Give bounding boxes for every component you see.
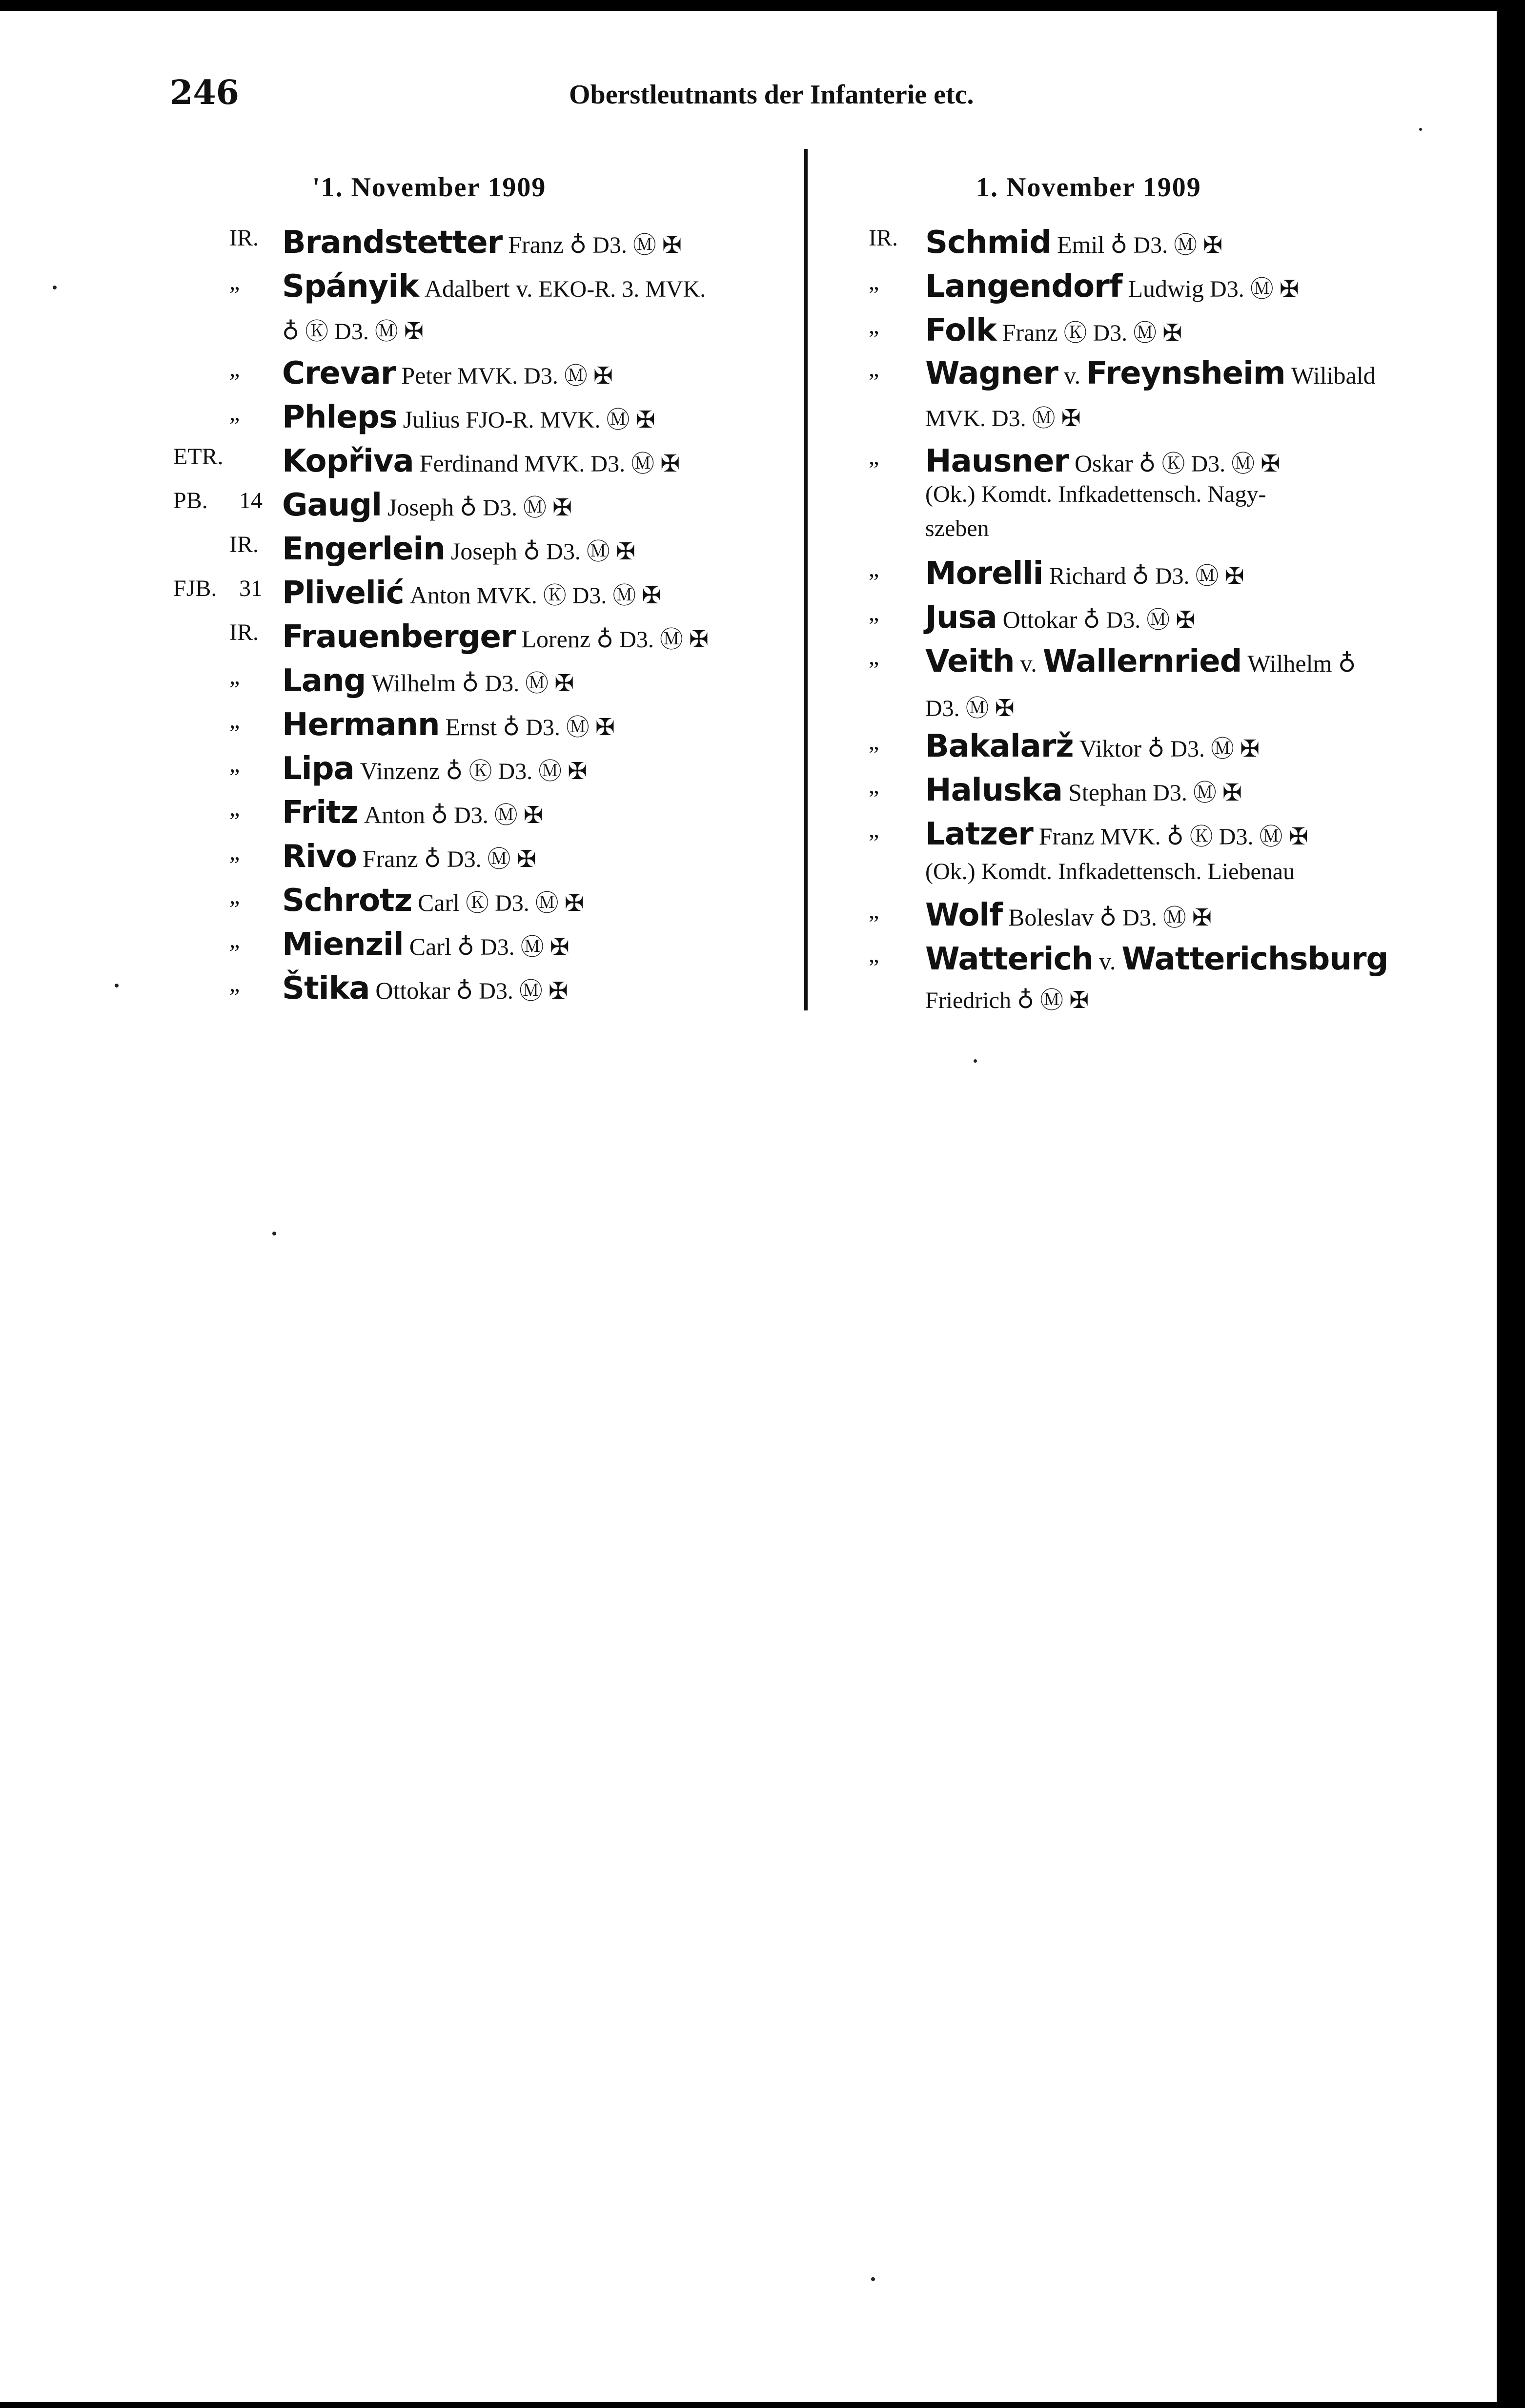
first-name: Franz: [362, 845, 418, 872]
unit-abbrev: IR.: [869, 225, 898, 251]
surname: Frauenberger: [282, 619, 516, 655]
section-title-left: '1. November 1909: [312, 172, 547, 203]
unit-abbrev: „: [229, 400, 240, 426]
surname: Kopřiva: [282, 443, 414, 479]
decorations: ♁ D3. Ⓜ ✠: [1099, 905, 1212, 931]
entry: [925, 816, 1308, 852]
first-name: Franz: [508, 231, 564, 258]
entry: [282, 531, 635, 567]
decorations: ♁ D3. Ⓜ ✠: [462, 671, 574, 697]
first-name: Joseph: [450, 537, 518, 565]
surname: Crevar: [282, 355, 396, 391]
continuation-line: szeben: [925, 515, 989, 541]
unit-abbrev: „: [229, 795, 240, 821]
entry: [282, 795, 543, 831]
column-divider: [804, 149, 808, 1010]
page-number: 246: [170, 73, 239, 112]
surname: Schrotz: [282, 883, 412, 919]
scan-speck: [53, 286, 57, 289]
entry: [282, 663, 574, 699]
decorations: MVK. D3. Ⓜ ✠: [457, 363, 613, 389]
surname: Schmid: [925, 225, 1052, 261]
unit-abbrev: ETR.: [173, 444, 224, 470]
decorations: ♁ D3. Ⓜ ✠: [1083, 607, 1196, 633]
unit-abbrev: „: [869, 942, 879, 967]
first-name: Franz: [1002, 319, 1058, 346]
decorations: MVK. D3. Ⓜ ✠: [524, 451, 680, 477]
surname: Lang: [282, 663, 366, 699]
running-title: Oberstleutnants der Infanterie etc.: [569, 80, 974, 110]
scan-edge-bottom: [0, 2402, 1525, 2408]
surname: Lipa: [282, 751, 354, 787]
surname: Haluska: [925, 772, 1063, 808]
first-name: Emil: [1057, 231, 1105, 258]
first-name: Wilhelm: [371, 669, 456, 697]
unit-abbrev: „: [869, 773, 879, 799]
entry: [925, 312, 1182, 349]
entry: [925, 941, 1388, 977]
entry: [925, 772, 1242, 808]
entry: [282, 839, 536, 875]
first-name: Oskar: [1074, 450, 1133, 477]
unit-abbrev: PB.: [173, 488, 208, 514]
surname-part: Wallernried: [1042, 643, 1242, 679]
entry: [282, 399, 655, 435]
first-name: Carl: [417, 889, 460, 916]
surname: Štika: [282, 970, 370, 1007]
unit-abbrev: „: [869, 313, 879, 339]
unit-abbrev: „: [869, 356, 879, 382]
surname: Phleps: [282, 399, 397, 435]
unit-abbrev: „: [869, 600, 879, 626]
entry: [282, 619, 709, 655]
section-title-right: 1. November 1909: [976, 172, 1201, 203]
unit-abbrev: „: [869, 644, 879, 670]
surname: Wolf: [925, 897, 1003, 933]
first-name: Adalbert v.: [424, 275, 533, 302]
first-name: Ottokar: [375, 977, 450, 1004]
surname: Rivo: [282, 839, 357, 875]
decorations: ♁ D3. Ⓜ ✠: [503, 715, 615, 741]
unit-abbrev: „: [229, 971, 240, 997]
entry: [282, 707, 615, 743]
entry: [282, 355, 613, 391]
first-name: Boleslav: [1008, 904, 1094, 931]
first-name: Ottokar: [1002, 606, 1078, 633]
unit-abbrev: „: [229, 269, 240, 295]
first-name: Ernst: [445, 713, 497, 741]
entry: [925, 225, 1222, 261]
scan-speck: [115, 984, 119, 988]
decorations: ♁ D3. Ⓜ ✠: [569, 232, 682, 258]
entry: [925, 643, 1356, 679]
entry: [282, 970, 568, 1007]
continuation-line: (Ok.) Komdt. Infkadettensch. Nagy-: [925, 481, 1266, 507]
continuation-line: (Ok.) Komdt. Infkadettensch. Liebenau: [925, 859, 1295, 885]
first-name: Stephan: [1068, 779, 1147, 806]
decorations: ♁ D3. Ⓜ ✠: [1147, 736, 1260, 762]
unit-abbrev: IR.: [229, 225, 259, 251]
unit-abbrev: „: [869, 269, 879, 295]
surname: Plivelić: [282, 575, 404, 611]
first-name: Joseph: [387, 494, 454, 521]
entry: [282, 751, 587, 787]
first-name: Lorenz: [521, 625, 591, 653]
unit-abbrev: „: [869, 729, 879, 755]
decorations: MVK. ♁ Ⓚ D3. Ⓜ ✠: [1100, 824, 1308, 850]
decorations: ♁ D3. Ⓜ ✠: [430, 803, 544, 828]
surname: Folk: [925, 312, 996, 349]
continuation-line: Friedrich ♁ Ⓜ ✠: [925, 988, 1089, 1013]
surname: Brandstetter: [282, 225, 503, 261]
entry: [282, 883, 584, 919]
surname-part: Freynsheim: [1086, 355, 1285, 391]
scan-speck: [871, 2277, 875, 2281]
first-name: Vinzenz: [360, 757, 440, 784]
entry: [282, 268, 706, 305]
unit-abbrev: „: [229, 356, 240, 382]
first-name: Viktor: [1079, 735, 1142, 762]
surname: Bakalarž: [925, 728, 1074, 764]
entry: [925, 355, 1376, 391]
entry: [282, 926, 569, 963]
unit-abbrev: „: [229, 663, 240, 689]
surname: Gaugl: [282, 487, 382, 523]
surname: Fritz: [282, 795, 358, 831]
continuation-line: MVK. D3. Ⓜ ✠: [925, 406, 1081, 432]
entry: [925, 599, 1195, 636]
continuation-line: D3. Ⓜ ✠: [925, 696, 1015, 721]
unit-abbrev: „: [229, 927, 240, 953]
first-name: Wilibald: [1291, 362, 1376, 389]
unit-abbrev: IR.: [229, 532, 259, 557]
unit-abbrev: „: [869, 444, 879, 470]
decorations: ♁ D3. Ⓜ ✠: [1132, 563, 1244, 589]
scan-edge-right: [1497, 0, 1525, 2408]
entry: [925, 268, 1299, 305]
first-name: v.: [1099, 947, 1116, 975]
entry: [925, 556, 1244, 592]
surname: Spányik: [282, 268, 419, 305]
entry: [925, 897, 1212, 933]
scan-speck: [974, 1059, 977, 1063]
surname: Hausner: [925, 443, 1069, 479]
scan-edge-top: [0, 0, 1525, 11]
unit-abbrev: „: [229, 707, 240, 733]
first-name: Wilhelm ♁: [1247, 650, 1356, 677]
surname: Wagner: [925, 355, 1058, 391]
entry: [282, 443, 680, 479]
entry: [925, 443, 1280, 479]
first-name: Ferdinand: [419, 450, 519, 477]
first-name: Richard: [1049, 562, 1126, 589]
first-name: Carl: [409, 933, 451, 960]
surname: Veith: [925, 643, 1015, 679]
continuation-line: ♁ Ⓚ D3. Ⓜ ✠: [282, 319, 424, 345]
decorations: ♁ D3. Ⓜ ✠: [1110, 232, 1223, 258]
surname: Morelli: [925, 556, 1043, 592]
unit-abbrev: „: [229, 883, 240, 909]
regiment-number: 31: [239, 576, 263, 601]
decorations: FJO-R. MVK. Ⓜ ✠: [466, 407, 655, 433]
unit-abbrev: „: [869, 817, 879, 843]
decorations: ♁ Ⓚ D3. Ⓜ ✠: [446, 759, 588, 784]
first-name: v.: [1020, 650, 1037, 677]
first-name: Julius: [403, 406, 460, 433]
unit-abbrev: „: [869, 556, 879, 582]
unit-abbrev: „: [229, 751, 240, 777]
scan-speck: [272, 1232, 276, 1235]
surname: Hermann: [282, 707, 440, 743]
decorations: ♁ D3. Ⓜ ✠: [457, 934, 569, 960]
first-name: Anton: [409, 581, 471, 609]
decorations: Ⓚ D3. Ⓜ ✠: [466, 890, 584, 916]
decorations: D3. Ⓜ ✠: [1153, 780, 1242, 806]
decorations: D3. Ⓜ ✠: [1210, 276, 1299, 302]
unit-abbrev: „: [869, 898, 879, 924]
decorations: ♁ D3. Ⓜ ✠: [523, 539, 636, 565]
entry: [282, 487, 572, 523]
decorations: ♁ D3. Ⓜ ✠: [460, 495, 572, 521]
unit-abbrev: IR.: [229, 619, 259, 645]
decorations: ♁ Ⓚ D3. Ⓜ ✠: [1139, 451, 1281, 477]
surname: Engerlein: [282, 531, 445, 567]
decorations: EKO-R. 3. MVK.: [538, 276, 706, 302]
unit-abbrev: „: [229, 839, 240, 865]
surname: Watterich: [925, 941, 1094, 977]
first-name: v.: [1063, 362, 1081, 389]
surname: Langendorf: [925, 268, 1122, 305]
decorations: ♁ D3. Ⓜ ✠: [424, 846, 536, 872]
surname: Latzer: [925, 816, 1033, 852]
regiment-number: 14: [239, 488, 263, 514]
scan-speck: [1419, 128, 1422, 131]
first-name: Franz: [1038, 823, 1095, 850]
surname-part: Watterichsburg: [1121, 941, 1388, 977]
entry: [282, 225, 682, 261]
first-name: Peter: [401, 362, 452, 389]
entry: [282, 575, 662, 611]
decorations: Ⓚ D3. Ⓜ ✠: [1063, 320, 1182, 346]
unit-abbrev: FJB.: [173, 576, 217, 601]
entry: [925, 728, 1260, 764]
surname: Mienzil: [282, 926, 404, 963]
decorations: ♁ D3. Ⓜ ✠: [456, 978, 569, 1004]
decorations: MVK. Ⓚ D3. Ⓜ ✠: [476, 583, 662, 609]
decorations: ♁ D3. Ⓜ ✠: [596, 627, 709, 653]
first-name: Ludwig: [1128, 275, 1204, 302]
first-name: Anton: [364, 801, 425, 828]
surname: Jusa: [925, 599, 997, 636]
